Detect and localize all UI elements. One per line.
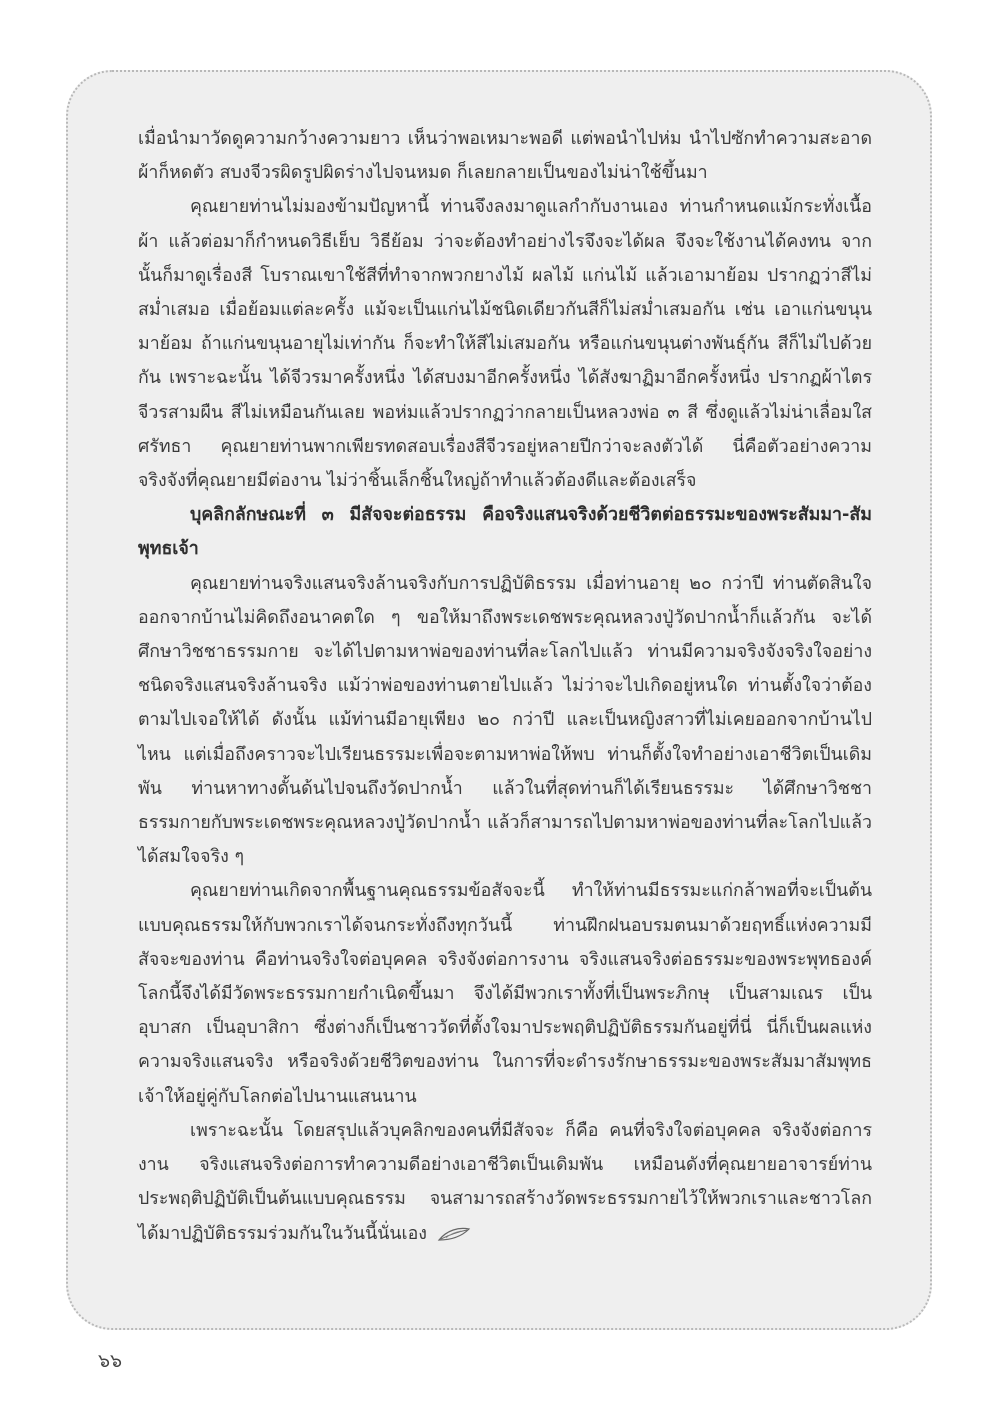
paragraph-conclusion: [138, 1114, 872, 1251]
page-number: ๖๖: [98, 1350, 123, 1372]
paragraph-foundation: คุณยายท่านเกิดจากพื้นฐานคุณธรรมข้อสัจจะนี้ ทำให้ท่านมีธรรมะแก่กล้าพอที่จะเป็นต้นแบบคุณธรรมให้กับพวกเราได้จนกระทั่งถึงทุกวันนี้ ท่านฝึกฝนอบรมตนมาด้วยฤทธิ์แห่งความมีสัจจะของท่าน คือท่านจริงใจต่อบุคคล จริงจังต่อการงาน จริงแสนจริงต่อธรรมะของพระพุทธองค์ โลกนี้จึงได้มีวัดพระธรรมกายกำเนิดขึ้นมา จึงได้มีพวกเราทั้งที่เป็นพระภิกษุ เป็นสามเณร เป็นอุบาสก เป็นอุบาสิกา ซึ่งต่างก็เป็นชาววัดที่ตั้งใจมาประพฤติปฏิบัติธรรมกันอยู่ที่นี่ นี่ก็เป็นผลแห่งความจริงแสนจริง หรือจริงด้วยชีวิตของท่าน ในการที่จะดำรงรักษาธรรมะของพระสัมมาสัมพุทธเจ้าให้อยู่คู่กับโลกต่อไปนานแสนนาน: [138, 880, 872, 1107]
body-text: [138, 122, 872, 1251]
paragraph-truthfulness: คุณยายท่านจริงแสนจริงล้านจริงกับการปฏิบัติธรรม เมื่อท่านอายุ ๒๐ กว่าปี ท่านตัดสินใจออกจากบ้านไม่คิดถึงอนาคตใด ๆ ขอให้มาถึงพระเดชพระคุณหลวงปู่วัดปากน้ำก็แล้วกัน จะได้ศึกษาวิชชาธรรมกาย จะได้ไปตามหาพ่อของท่านที่ละโลกไปแล้ว ท่านมีความจริงจังจริงใจอย่างชนิดจริงแสนจริงล้านจริง แม้ว่าพ่อของท่านตายไปแล้ว ไม่ว่าจะไปเกิดอยู่หนใด ท่านตั้งใจว่าต้องตามไปเจอให้ได้ ดังนั้น แม้ท่านมีอายุเพียง ๒๐ กว่าปี และเป็นหญิงสาวที่ไม่เคยออกจากบ้านไปไหน แต่เมื่อถึงคราวจะไปเรียนธรรมะเพื่อจะตามหาพ่อให้พบ ท่านก็ตั้งใจทำอย่างเอาชีวิตเป็นเดิมพัน ท่านหาทางดั้นด้นไปจนถึงวัดปากน้ำ แล้วในที่สุดท่านก็ได้เรียนธรรมะ ได้ศึกษาวิชชาธรรมกายกับพระเดชพระคุณหลวงปู่วัดปากน้ำ แล้วก็สามารถไปตามหาพ่อของท่านที่ละโลกไปแล้วได้สมใจจริง ๆ: [138, 572, 872, 868]
paragraph-continuation: เมื่อนำมาวัดดูความกว้างความยาว เห็นว่าพอเหมาะพอดี แต่พอนำไปห่ม นำไปซักทำความสะอาด ผ้าก็หดตัว สบงจีวรผิดรูปผิดร่างไปจนหมด ก็เลยกลายเป็นของไม่น่าใช้ขึ้นมา: [138, 128, 872, 184]
leaf-end-mark-icon: [437, 1226, 471, 1242]
section-heading: บุคลิกลักษณะที่ ๓ มีสัจจะต่อธรรม คือจริงแสนจริงด้วยชีวิตต่อธรรมะของพระสัมมา-สัมพุทธเจ้า: [138, 504, 872, 560]
conclusion-text: เพราะฉะนั้น โดยสรุปแล้วบุคลิกของคนที่มีสัจจะ ก็คือ คนที่จริงใจต่อบุคคล จริงจังต่อการงาน จริงแสนจริงต่อการทำความดีอย่างเอาชีวิตเป็นเดิมพัน เหมือนดังที่คุณยายอาจารย์ท่านประพฤติปฏิบัติเป็นต้นแบบคุณธรรม จนสามารถสร้างวัดพระธรรมกายไว้ให้พวกเราและชาวโลกได้มาปฏิบัติธรรมร่วมกันในวันนี้นั่นเอง: [138, 1119, 872, 1244]
paragraph-robe-dyeing: คุณยายท่านไม่มองข้ามปัญหานี้ ท่านจึงลงมาดูแลกำกับงานเอง ท่านกำหนดแม้กระทั่งเนื้อผ้า แล้วต่อมาก็กำหนดวิธีเย็บ วิธีย้อม ว่าจะต้องทำอย่างไรจึงจะได้ผล จึงจะใช้งานได้คงทน จากนั้นก็มาดูเรื่องสี โบราณเขาใช้สีที่ทำจากพวกยางไม้ ผลไม้ แก่นไม้ แล้วเอามาย้อม ปรากฏว่าสีไม่สม่ำเสมอ เมื่อย้อมแต่ละครั้ง แม้จะเป็นแก่นไม้ชนิดเดียวกันสีก็ไม่สม่ำเสมอกัน เช่น เอาแก่นขนุนมาย้อม ถ้าแก่นขนุนอายุไม่เท่ากัน ก็จะทำให้สีไม่เสมอกัน หรือแก่นขนุนต่างพันธุ์กัน สีก็ไม่ไปด้วยกัน เพราะฉะนั้น ได้จีวรมาครั้งหนึ่ง ได้สบงมาอีกครั้งหนึ่ง ได้สังฆาฏิมาอีกครั้งหนึ่ง ปรากฏผ้าไตรจีวรสามผืน สีไม่เหมือนกันเลย พอห่มแล้วปรากฏว่ากลายเป็นหลวงพ่อ ๓ สี ซึ่งดูแล้วไม่น่าเลื่อมใสศรัทธา คุณยายท่านพากเพียรทดสอบเรื่องสีจีวรอยู่หลายปีกว่าจะลงตัวได้ นี่คือตัวอย่างความจริงจังที่คุณยายมีต่องาน ไม่ว่าชิ้นเล็กชิ้นใหญ่ถ้าทำแล้วต้องดีและต้องเสร็จ: [138, 196, 872, 492]
